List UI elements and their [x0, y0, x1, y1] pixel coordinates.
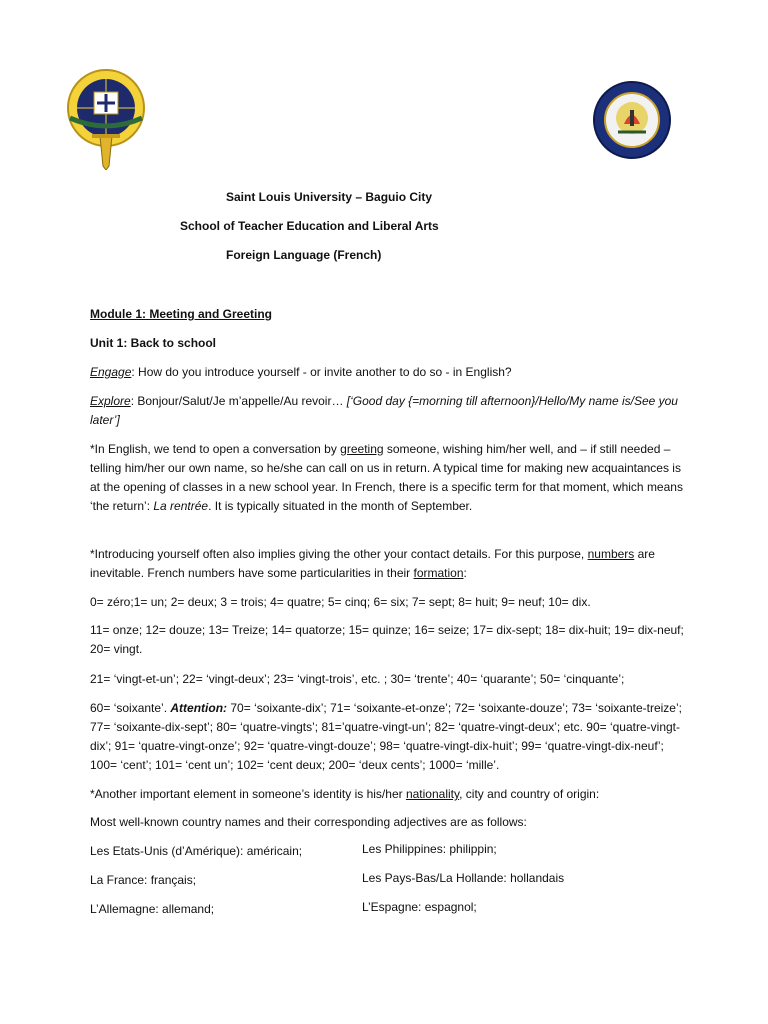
- p1-text-a: *In English, we tend to open a conversation by: [90, 442, 341, 456]
- explore-paragraph: [90, 392, 690, 430]
- p3-text-a: *Another important element in someone’s identity is his/her: [90, 787, 406, 801]
- numbers-60: 60= ‘soixante’.: [90, 701, 171, 715]
- countries-intro: Most well-known country names and their corresponding adjectives are as follows:: [90, 815, 527, 829]
- formation-term: formation: [413, 566, 464, 580]
- explore-text: : Bonjour/Salut/Je m’appelle/Au revoir…: [130, 394, 347, 408]
- p1-text-b: someone, wishing him/her well, and – if still needed – telling him/her our own name, so he/she can call on us in return. A typical time for making new acquaintances is at the opening of classes in a new school year. In French, there is a specific term for that moment, which means ‘the return’:: [90, 442, 683, 513]
- country-germany: L’Allemagne: allemand;: [90, 902, 215, 916]
- numbers-line-1: 0= zéro;1= un; 2= deux; 3 = trois; 4= quatre; 5= cinq; 6= six; 7= sept; 8= huit; 9= neuf; 10= dix.: [90, 595, 591, 609]
- engage-text: : How do you introduce yourself - or invite another to do so - in English?: [131, 365, 512, 379]
- country-philippines: Les Philippines: philippin;: [362, 842, 497, 856]
- paragraph-numbers: [90, 545, 690, 583]
- university-seal-logo: [60, 68, 152, 170]
- country-netherlands: Les Pays-Bas/La Hollande: hollandais: [362, 871, 565, 885]
- p2-text-b: are inevitable. French numbers have some particularities in their: [90, 547, 655, 580]
- p1-text-c: . It is typically situated in the month of September.: [208, 499, 473, 513]
- explore-translation: [‘Good day {=morning till afternoon}/Hello/My name is/See you later’]: [90, 394, 678, 427]
- university-name: Saint Louis University – Baguio City: [226, 190, 433, 204]
- school-seal-logo: [592, 80, 672, 160]
- numbers-line-4: [90, 699, 690, 775]
- country-usa: Les Etats-Unis (d’Amérique): américain;: [90, 844, 303, 858]
- engage-paragraph: [90, 363, 690, 382]
- p2-text-a: *Introducing yourself often also implies giving the other your contact details. For this purpose,: [90, 547, 588, 561]
- country-france: La France: français;: [90, 873, 197, 887]
- attention-label: Attention:: [170, 701, 228, 715]
- greeting-term: greeting: [340, 442, 384, 456]
- numbers-line-3: 21= ‘vingt-et-un’; 22= ‘vingt-deux’; 23= ‘vingt-trois’, etc. ; 30= ‘trente’; 40= ‘quarante’; 50= ‘cinquante’;: [90, 672, 625, 686]
- engage-label: Engage: [90, 365, 132, 379]
- nationality-term: nationality: [405, 787, 460, 801]
- country-spain: L’Espagne: espagnol;: [362, 900, 477, 914]
- numbers-line-2: 11= onze; 12= douze; 13= Treize; 14= quatorze; 15= quinze; 16= seize; 17= dix-sept; 18= dix-huit; 19= dix-neuf; 20= vingt.: [90, 623, 684, 656]
- paragraph-greeting: [90, 440, 690, 516]
- la-rentree-term: La rentrée: [153, 499, 209, 513]
- numbers-70-plus: 70= ‘soixante-dix’; 71= ‘soixante-et-onze’; 72= ‘soixante-douze’; 73= ‘soixante-treize’; 77= ‘soixante-dix-sept’; 80= ‘quatre-vingts’; 81=’quatre-vingt-un’; 82= ‘quatre-vingt-deux’; etc. 90= ‘quatre-vingt-dix’; 91= ‘quatre-vingt-onze’; 92= ‘quatre-vingt-douze’; 98= ‘quatre-vingt-dix-huit’; 99= ‘quatre-vingt-dix-neuf’; 100= ‘cent’; 101= ‘cent un’; 102= ‘cent deux; 200= ‘deux cents’; 1000= ‘mille’.: [90, 701, 682, 772]
- numbers-term: numbers: [587, 547, 635, 561]
- module-title: Module 1: Meeting and Greeting: [90, 307, 273, 321]
- p3-text-b: , city and country of origin:: [459, 787, 600, 801]
- paragraph-nationality: [90, 785, 690, 804]
- school-name: School of Teacher Education and Liberal Arts: [180, 219, 439, 233]
- p2-text-c: :: [463, 566, 467, 580]
- course-name: Foreign Language (French): [226, 248, 382, 262]
- unit-title: Unit 1: Back to school: [90, 336, 217, 350]
- explore-label: Explore: [90, 394, 131, 408]
